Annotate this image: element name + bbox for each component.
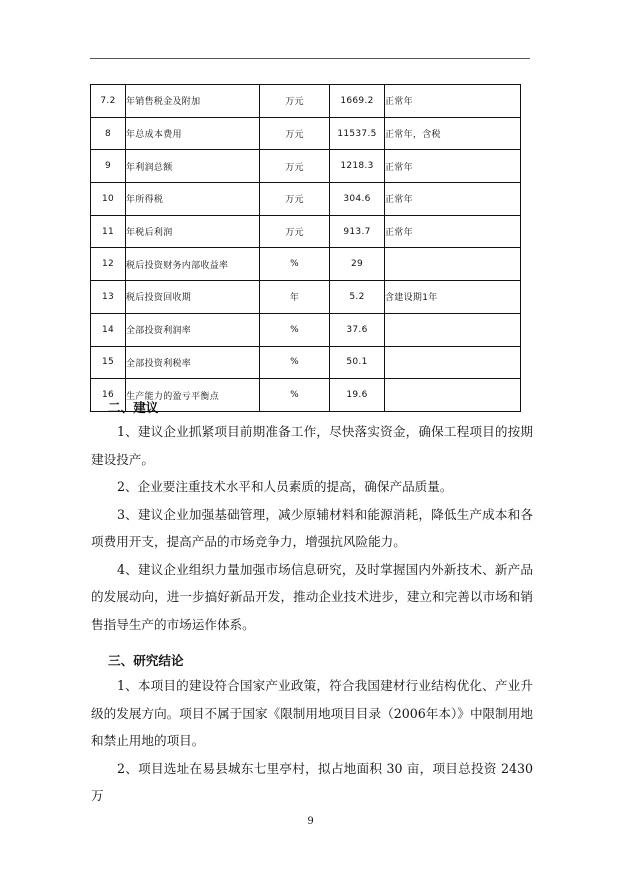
row-value: 19.6 — [330, 379, 385, 412]
page-number: 9 — [307, 816, 314, 827]
row-value: 37.6 — [330, 313, 385, 346]
table-row — [91, 150, 521, 183]
table-row — [91, 85, 521, 118]
row-value: 304.6 — [330, 183, 385, 216]
row-unit: 万元 — [260, 215, 330, 248]
row-value: 50.1 — [330, 346, 385, 379]
row-unit: % — [260, 379, 330, 412]
row-number: 15 — [91, 346, 126, 379]
row-value: 1218.3 — [330, 150, 385, 183]
row-number: 13 — [91, 281, 126, 314]
row-note: 正常年 — [385, 183, 521, 216]
row-number: 7.2 — [91, 85, 126, 118]
row-note: 含建设期1年 — [385, 281, 521, 314]
row-item: 税后投资回收期 — [126, 281, 260, 314]
table-row — [91, 117, 521, 150]
row-unit: 万元 — [260, 183, 330, 216]
suggestion-paragraph: 4、建议企业组织力量加强市场信息研究，及时掌握国内外新技术、新产品的发展动向，进一步搞好新品开发，推动企业技术进步，建立和完善以市场和销售指导生产的市场运作体系。 — [91, 561, 533, 632]
suggestion-paragraph: 3、建议企业加强基础管理，减少原辅材料和能源消耗，降低生产成本和各项费用开支，提高产品的市场竞争力，增强抗风险能力。 — [91, 506, 533, 549]
row-number: 10 — [91, 183, 126, 216]
row-note: 正常年 — [385, 215, 521, 248]
row-unit: 万元 — [260, 117, 330, 150]
row-number: 11 — [91, 215, 126, 248]
row-value: 913.7 — [330, 215, 385, 248]
table-row — [91, 215, 521, 248]
conclusion-paragraph: 1、本项目的建设符合国家产业政策，符合我国建材行业结构优化、产业升级的发展方向。项目不属于国家《限制用地项目目录（2006年本）》中限制用地和禁止用地的项目。 — [91, 678, 533, 748]
row-number: 9 — [91, 150, 126, 183]
row-value: 29 — [330, 248, 385, 281]
section-suggestions-title: 二、建议 — [108, 400, 159, 415]
conclusion-body — [91, 672, 533, 810]
row-item: 年利润总额 — [126, 150, 260, 183]
row-note — [385, 313, 521, 346]
table-row — [91, 346, 521, 379]
row-value: 5.2 — [330, 281, 385, 314]
row-item: 年税后利润 — [126, 215, 260, 248]
row-item: 全部投资利润率 — [126, 313, 260, 346]
table-row — [91, 248, 521, 281]
row-number: 8 — [91, 117, 126, 150]
row-item: 年所得税 — [126, 183, 260, 216]
row-item: 税后投资财务内部收益率 — [126, 248, 260, 281]
table-row — [91, 313, 521, 346]
row-unit: 年 — [260, 281, 330, 314]
indicator-table — [90, 84, 521, 412]
row-unit: % — [260, 248, 330, 281]
row-unit: 万元 — [260, 85, 330, 118]
row-note — [385, 248, 521, 281]
section-conclusion-title: 三、研究结论 — [108, 653, 184, 668]
row-item: 年销售税金及附加 — [126, 85, 260, 118]
row-note: 正常年 — [385, 150, 521, 183]
suggestion-paragraph: 1、建议企业抓紧项目前期准备工作，尽快落实资金，确保工程项目的按期建设投产。 — [91, 424, 533, 467]
row-item: 年总成本费用 — [126, 117, 260, 150]
row-value: 1669.2 — [330, 85, 385, 118]
table-row — [91, 183, 521, 216]
row-number: 16 — [91, 379, 126, 412]
row-item: 生产能力的盈亏平衡点 — [126, 379, 260, 412]
row-item: 全部投资利税率 — [126, 346, 260, 379]
conclusion-paragraph: 2、项目选址在易县城东七里亭村，拟占地面积 30 亩，项目总投资 2430 万 — [91, 760, 533, 803]
row-number: 14 — [91, 313, 126, 346]
row-value: 11537.5 — [330, 117, 385, 150]
row-note: 正常年 — [385, 85, 521, 118]
row-note — [385, 379, 521, 412]
table-row — [91, 281, 521, 314]
suggestions-body — [91, 418, 533, 638]
suggestion-paragraph: 2、企业要注重技术水平和人员素质的提高，确保产品质量。 — [117, 479, 453, 494]
row-note: 正常年，含税 — [385, 117, 521, 150]
row-note — [385, 346, 521, 379]
header-rule — [90, 58, 530, 59]
row-unit: 万元 — [260, 150, 330, 183]
row-unit: % — [260, 313, 330, 346]
row-number: 12 — [91, 248, 126, 281]
row-unit: % — [260, 346, 330, 379]
